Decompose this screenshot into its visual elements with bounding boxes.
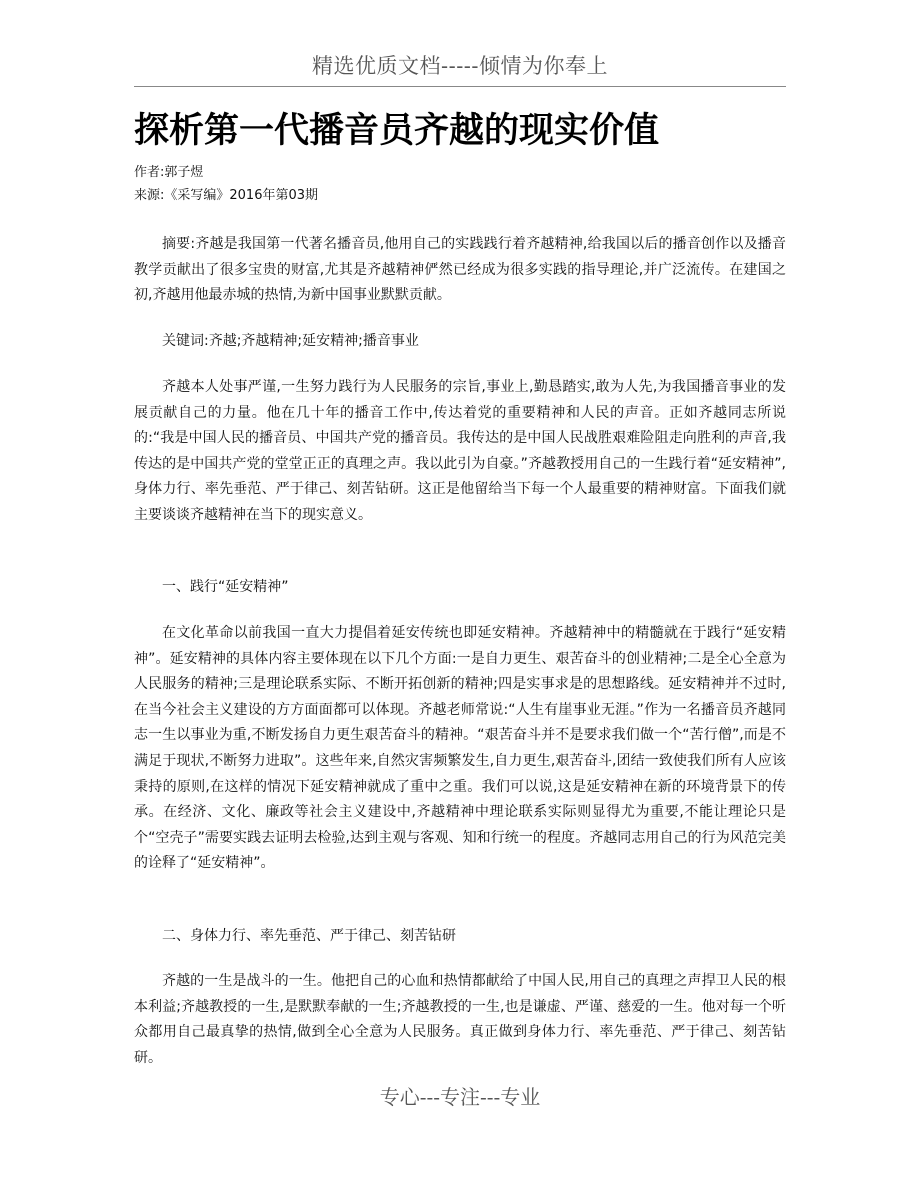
section-1-paragraph: 在文化革命以前我国一直大力提倡着延安传统也即延安精神。齐越精神中的精髓就在于践行“延安精神”。延安精神的具体内容主要体现在以下几个方面:一是自力更生、艰苦奋斗的创业精神;二是全心全意为人民服务的精神;三是理论联系实际、不断开拓创新的精神;四是实事求是的思想路线。延安精神并不过时,在当今社会主义建设的方方面面都可以体现。齐越老师常说:“人生有崖事业无涯。”作为一名播音员齐越同志一生以事业为重,不断发扬自力更生艰苦奋斗的精神。“艰苦奋斗并不是要求我们做一个“苦行僧”,而是不满足于现状,不断努力进取”。这些年来,自然灾害频繁发生,自力更生,艰苦奋斗,团结一致使我们所有人应该秉持的原则,在这样的情况下延安精神就成了重中之重。我们可以说,这是延安精神在新的环境背景下的传承。在经济、文化、廉政等社会主义建设中,齐越精神中理论联系实际则显得尤为重要,不能让理论只是个“空壳子”需要实践去证明去检验,达到主观与客观、知和行统一的程度。齐越同志用自己的行为风范完美的诠释了“延安精神”。	[134, 625, 786, 872]
intro-paragraph: 齐越本人处事严谨,一生努力践行为人民服务的宗旨,事业上,勤恳踏实,敢为人先,为我国播音事业的发展贡献自己的力量。他在几十年的播音工作中,传达着党的重要精神和人民的声音。正如齐越同志所说的:“我是中国人民的播音员、中国共产党的播音员。我传达的是中国人民战胜艰难险阻走向胜利的声音,我传达的是中国共产党的堂堂正正的真理之声。我以此引为自豪。”齐越教授用自己的一生践行着“延安精神”,身体力行、率先垂范、严于律己、刻苦钻研。这正是他留给当下每一个人最重要的精神财富。下面我们就主要谈谈齐越精神在当下的现实意义。	[134, 379, 786, 523]
source-line: 来源:《采写编》2016年第03期	[134, 188, 319, 203]
page-footer: 专心---专注---专业	[379, 1085, 541, 1109]
article-title: 探析第一代播音员齐越的现实价值	[134, 111, 660, 151]
header-divider	[134, 86, 786, 87]
section-2-paragraph: 齐越的一生是战斗的一生。他把自己的心血和热情都献给了中国人民,用自己的真理之声捍卫人民的根本利益;齐越教授的一生,是默默奉献的一生;齐越教授的一生,也是谦虚、严谨、慈爱的一生。他对每一个听众都用自己最真挚的热情,做到全心全意为人民服务。真正做到身体力行、率先垂范、严于律己、刻苦钻研。	[134, 973, 786, 1066]
author-line: 作者:郭子煜	[134, 165, 204, 180]
keywords-paragraph: 关键词:齐越;齐越精神;延安精神;播音事业	[162, 333, 419, 349]
abstract-paragraph: 摘要:齐越是我国第一代著名播音员,他用自己的实践践行着齐越精神,给我国以后的播音创作以及播音教学贡献出了很多宝贵的财富,尤其是齐越精神俨然已经成为很多实践的指导理论,并广泛流传。在建国之初,齐越用他最赤城的热情,为新中国事业默默贡献。	[134, 236, 786, 304]
section-heading-1: 一、践行“延安精神”	[162, 579, 289, 595]
section-heading-2: 二、身体力行、率先垂范、严于律己、刻苦钻研	[162, 928, 456, 944]
page-header: 精选优质文档-----倾情为你奉上	[312, 54, 608, 78]
